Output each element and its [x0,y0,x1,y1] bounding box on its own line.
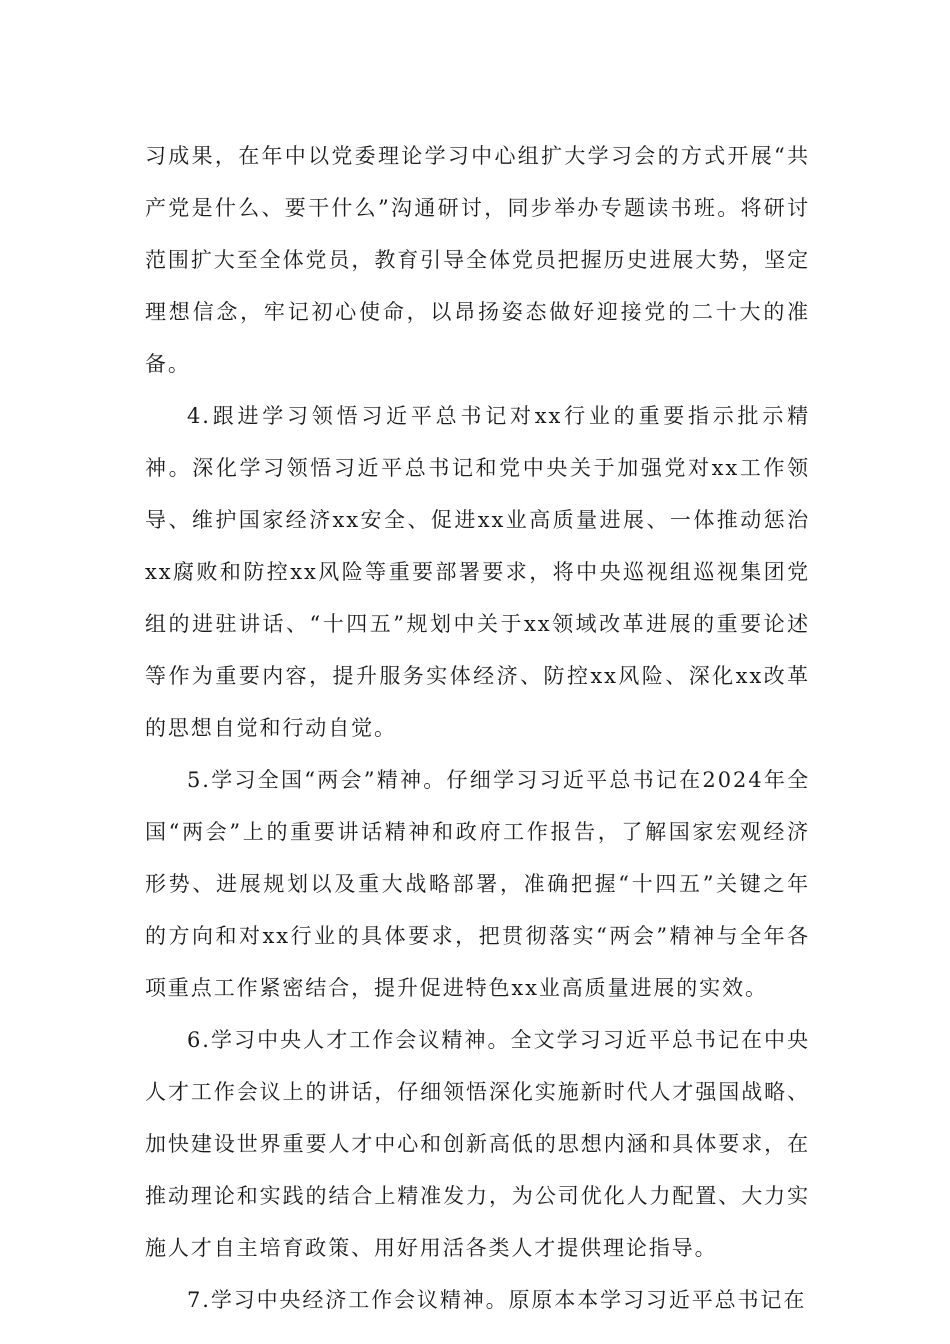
document-body [145,130,810,1326]
paragraph-item-6: 6.学习中央人才工作会议精神。全文学习习近平总书记在中央人才工作会议上的讲话，仔细领悟深化实施新时代人才强国战略、加快建设世界重要人才中心和创新高低的思想内涵和具体要求，在推动理论和实践的结合上精准发力，为公司优化人力配置、大力实施人才自主培育政策、用好用活各类人才提供理论指导。 [145,1028,810,1260]
paragraph-continuation: 习成果，在年中以党委理论学习中心组扩大学习会的方式开展“共产党是什么、要干什么”沟通研讨，同步举办专题读书班。将研讨范围扩大至全体党员，教育引导全体党员把握历史进展大势，坚定理想信念，牢记初心使命，以昂扬姿态做好迎接党的二十大的准备。 [145,144,810,376]
paragraph-item-4: 4.跟进学习领悟习近平总书记对xx行业的重要指示批示精神。深化学习领悟习近平总书记和党中央关于加强党对xx工作领导、维护国家经济xx安全、促进xx业高质量进展、一体推动惩治xx腐败和防控xx风险等重要部署要求，将中央巡视组巡视集团党组的进驻讲话、“十四五”规划中关于xx领域改革进展的重要论述等作为重要内容，提升服务实体经济、防控xx风险、深化xx改革的思想自觉和行动自觉。 [145,404,810,740]
paragraph-item-5: 5.学习全国“两会”精神。仔细学习习近平总书记在2024年全国“两会”上的重要讲话精神和政府工作报告，了解国家宏观经济形势、进展规划以及重大战略部署，准确把握“十四五”关键之年的方向和对xx行业的具体要求，把贯彻落实“两会”精神与全年各项重点工作紧密结合，提升促进特色xx业高质量进展的实效。 [145,768,810,1000]
paragraph-item-7: 7.学习中央经济工作会议精神。原原本本学习习近平总书记在 [187,1288,807,1312]
